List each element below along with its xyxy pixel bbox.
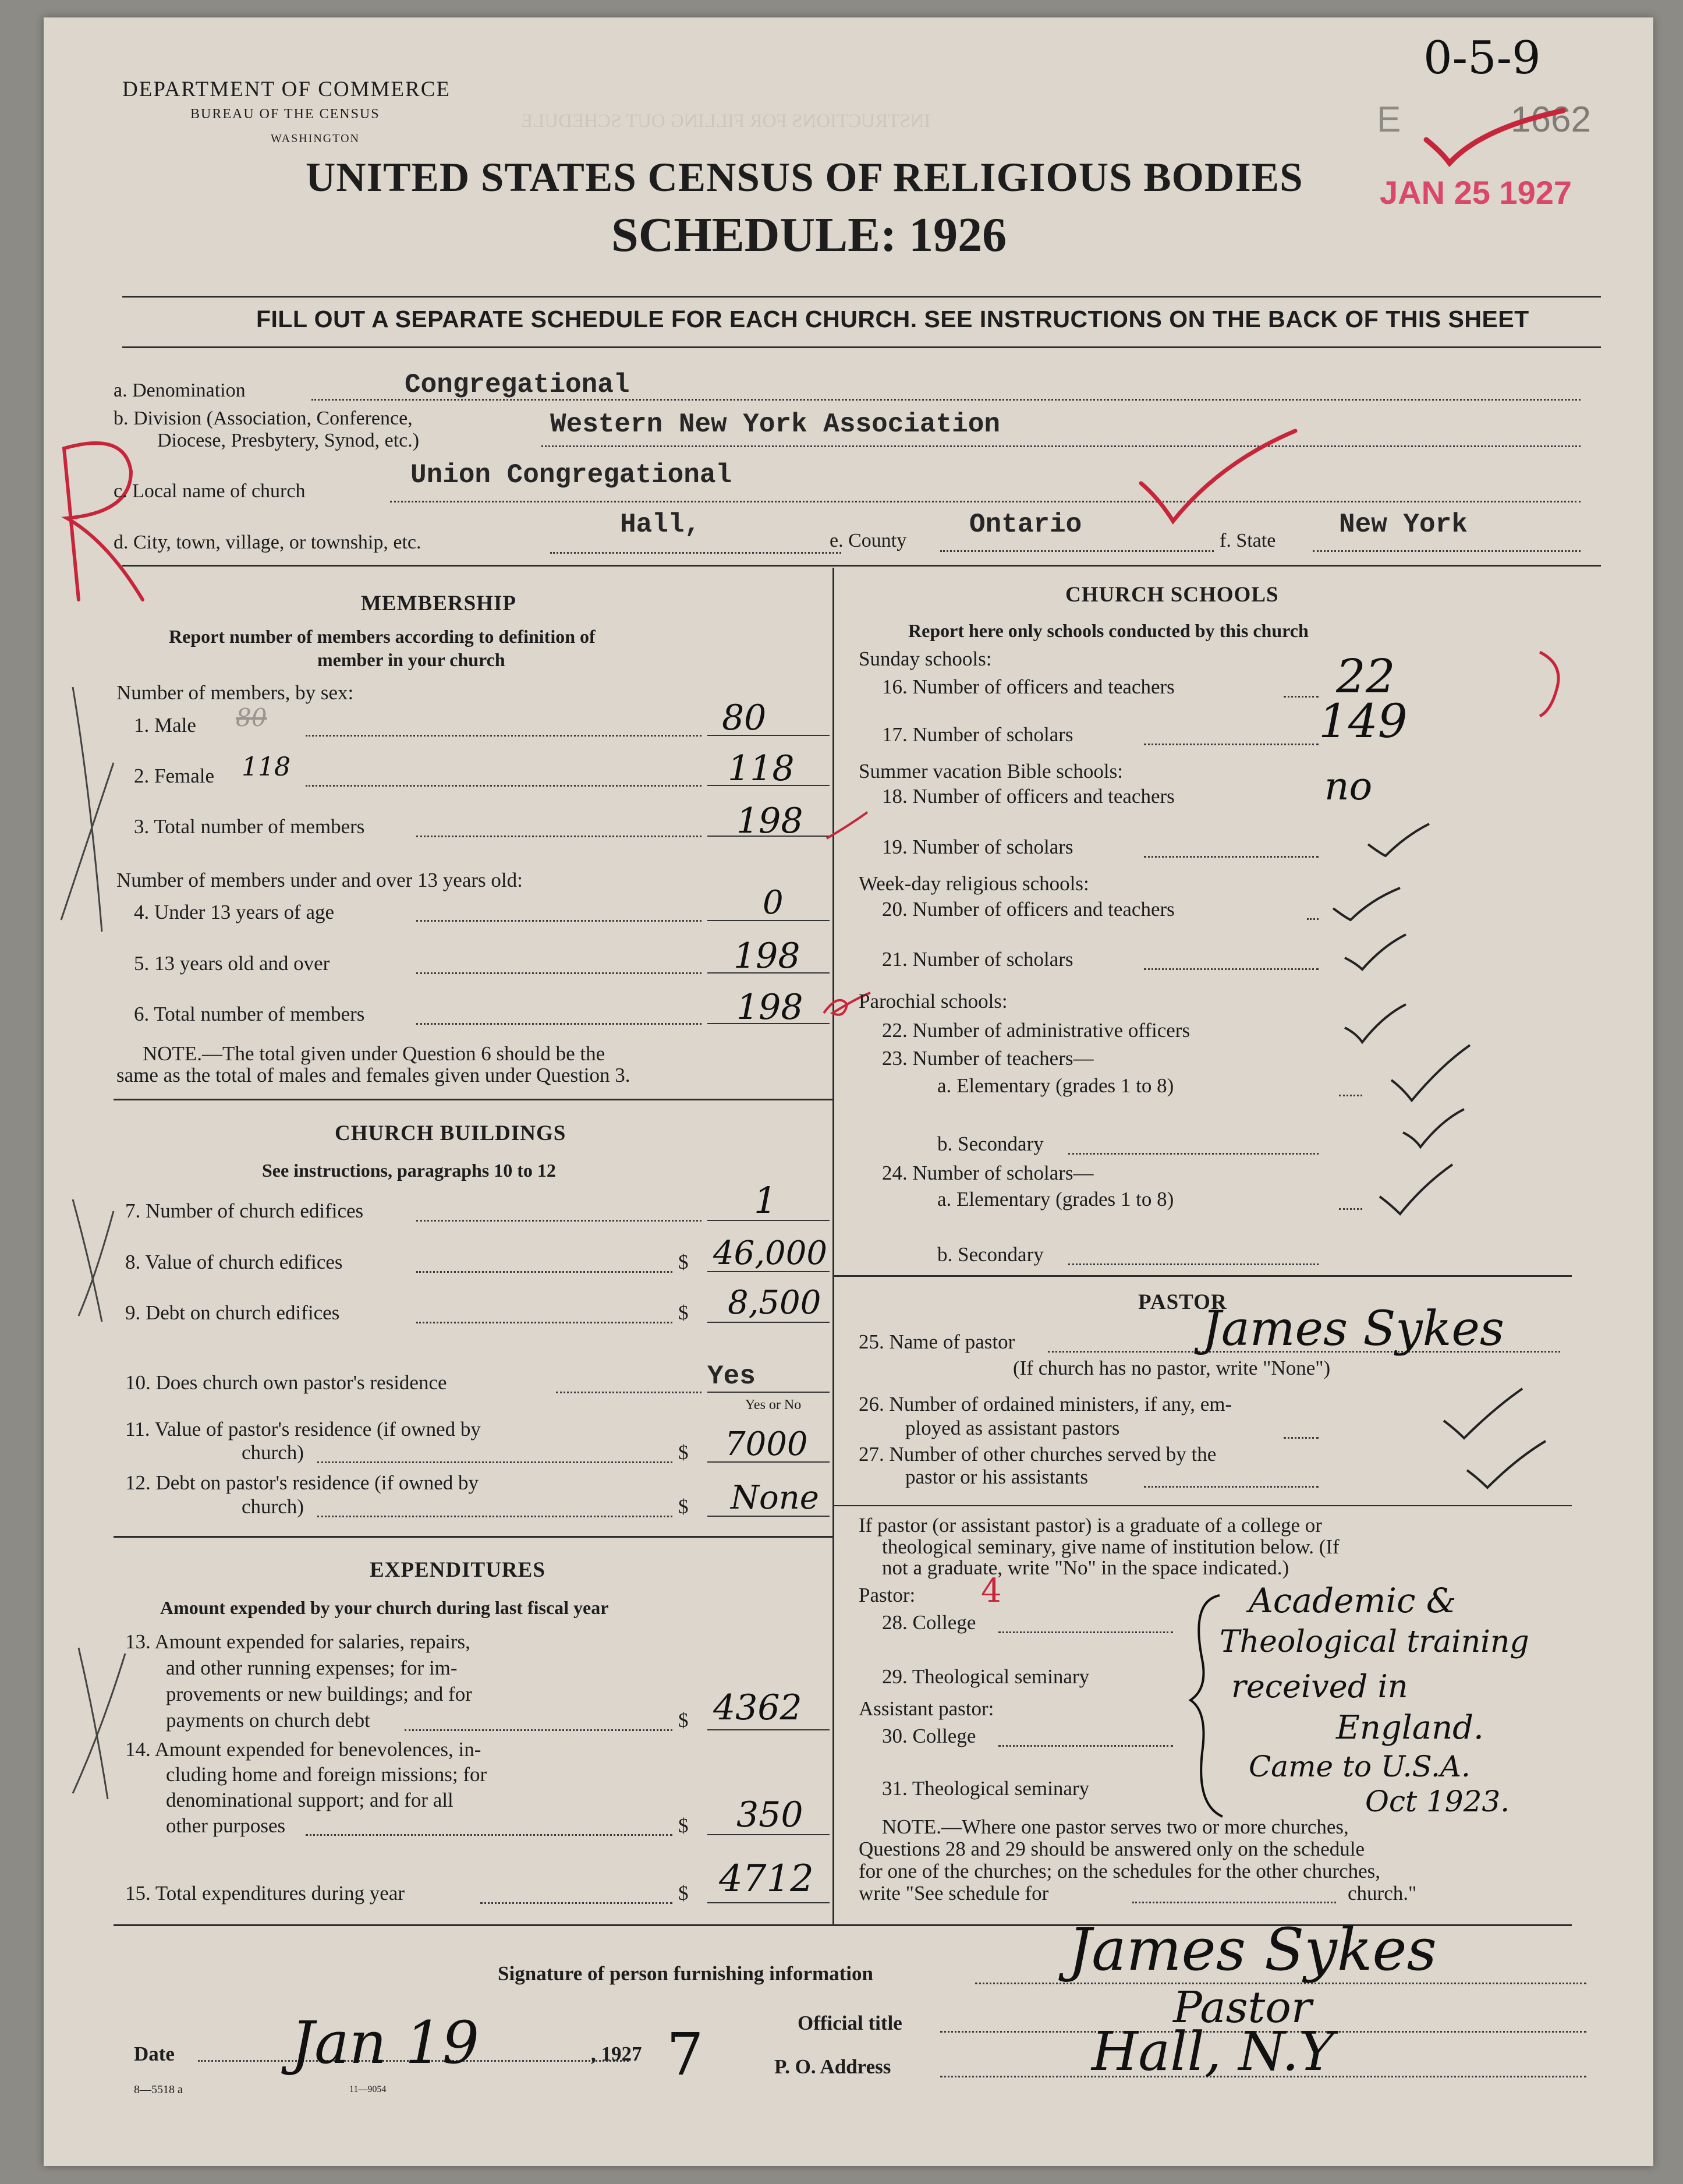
red-tick-icon	[824, 809, 870, 844]
edifices-value-answer-line	[707, 1271, 830, 1272]
pencil-checkmark-icon	[1400, 1106, 1470, 1153]
division-label-cont: Diocese, Presbytery, Synod, etc.)	[157, 430, 420, 451]
pastor-mid-rule	[832, 1505, 1572, 1506]
residence-debt-value: None	[731, 1479, 819, 1517]
parochial-scholars-elementary-label: a. Elementary (grades 1 to 8)	[937, 1188, 1174, 1210]
red-bracket-mark-icon	[1534, 646, 1569, 722]
serial-number: 1662	[1511, 100, 1591, 140]
total-expenditures-line	[480, 1902, 672, 1904]
form-number: 8—5518 a	[134, 2083, 183, 2096]
male-line	[306, 735, 701, 737]
male-value: 80	[722, 698, 767, 738]
total-members-age-answer-line	[707, 1023, 830, 1024]
edifices-debt-dollar: $	[678, 1301, 689, 1324]
total-expenditures-label: 15. Total expenditures during year	[125, 1882, 405, 1905]
red-four-mark: 4	[981, 1572, 1002, 1610]
pastor-heading: PASTOR	[1138, 1290, 1227, 1314]
summer-teachers-label: 18. Number of officers and teachers	[882, 785, 1175, 808]
under-13-value: 0	[763, 884, 784, 922]
members-by-sex-label: Number of members, by sex:	[116, 681, 354, 704]
assistant-seminary-label: 31. Theological seminary	[882, 1777, 1090, 1800]
received-date-stamp: JAN 25 1927	[1380, 174, 1572, 211]
male-answer-line	[707, 735, 830, 736]
show-through-text: INSTRUCTIONS FOR FILLING OUT SCHEDULE	[521, 111, 931, 132]
summer-schools-label: Summer vacation Bible schools:	[859, 760, 1123, 783]
owns-residence-value: Yes	[707, 1361, 756, 1392]
benevolences-dollar: $	[678, 1814, 689, 1837]
identity-rule	[122, 565, 1601, 567]
expenditures-heading: EXPENDITURES	[370, 1558, 545, 1582]
date-label: Date	[134, 2043, 175, 2065]
edifices-count-answer-line	[707, 1220, 830, 1221]
center-divider	[832, 568, 834, 1924]
census-schedule-sheet	[44, 17, 1653, 2166]
assistant-college-line	[998, 1745, 1173, 1747]
po-address-value: Hall, N.Y	[1092, 2020, 1335, 2083]
residence-debt-dollar: $	[678, 1495, 689, 1518]
edifices-value-label: 8. Value of church edifices	[125, 1251, 343, 1273]
weekday-scholars-line	[1144, 968, 1319, 970]
male-label: 1. Male	[134, 714, 196, 737]
official-title-value: Pastor	[1173, 1983, 1312, 2033]
education-note-line-5: Came to U.S.A.	[1249, 1750, 1471, 1783]
parochial-scholars-elementary-line	[1339, 1208, 1362, 1210]
county-label: e. County	[830, 530, 907, 551]
edifices-debt-value: 8,500	[728, 1284, 821, 1322]
pastor-note: NOTE.—Where one pastor serves two or more churches,	[882, 1815, 1349, 1838]
female-prefill: 118	[242, 752, 290, 782]
summer-scholars-line	[1144, 856, 1319, 858]
female-label: 2. Female	[134, 764, 215, 787]
residence-debt-line	[317, 1516, 672, 1517]
sunday-schools-label: Sunday schools:	[859, 647, 992, 670]
date-year: , 1927	[591, 2043, 642, 2065]
female-line	[306, 785, 701, 787]
division-value: Western New York Association	[550, 409, 1000, 440]
edifices-count-value: 1	[754, 1179, 777, 1222]
date-value: Jan 19	[291, 2009, 480, 2077]
red-checkmark-icon	[1423, 105, 1569, 169]
sunday-scholars-label: 17. Number of scholars	[882, 723, 1073, 746]
sunday-teachers-value: 22	[1336, 649, 1395, 703]
total-members-age-line	[416, 1023, 701, 1025]
edifices-debt-answer-line	[707, 1322, 830, 1323]
graduate-instruction-2: theological seminary, give name of institution below. (If	[882, 1535, 1340, 1558]
pencil-checkmark-icon	[1330, 885, 1406, 926]
pastor-name-value: James Sykes	[1202, 1301, 1504, 1357]
signature-value: James Sykes	[1068, 1916, 1437, 1984]
parochial-officers-label: 22. Number of administrative officers	[882, 1019, 1190, 1042]
total-expenditures-dollar: $	[678, 1882, 689, 1905]
church-name-label: c. Local name of church	[114, 480, 306, 502]
over-13-line	[416, 972, 701, 974]
education-note-line-2: Theological training	[1220, 1624, 1529, 1659]
serial-prefix: E	[1377, 100, 1401, 140]
buildings-subheading: See instructions, paragraphs 10 to 12	[262, 1160, 556, 1181]
city-value: Hall,	[620, 509, 701, 540]
running-expenses-label-2: and other running expenses; for im-	[166, 1656, 458, 1679]
pencil-x-mark-icon	[55, 1642, 137, 1805]
pastor-note-4: write "See schedule for	[859, 1882, 1049, 1905]
church-name-line	[390, 501, 1581, 502]
benevolences-label-4: other purposes	[166, 1814, 286, 1837]
sunday-teachers-label: 16. Number of officers and teachers	[882, 675, 1175, 698]
state-label: f. State	[1220, 530, 1276, 551]
summer-scholars-label: 19. Number of scholars	[882, 836, 1073, 858]
weekday-scholars-label: 21. Number of scholars	[882, 948, 1073, 971]
edifices-count-line	[416, 1220, 701, 1222]
edifices-debt-label: 9. Debt on church edifices	[125, 1301, 340, 1324]
parochial-schools-label: Parochial schools:	[859, 990, 1008, 1013]
pastor-note-3: for one of the churches; on the schedules for the other churches,	[859, 1860, 1381, 1882]
county-value: Ontario	[969, 509, 1082, 540]
county-line	[940, 550, 1214, 552]
residence-debt-label-cont: church)	[242, 1495, 304, 1518]
residence-value-dollar: $	[678, 1441, 689, 1464]
parochial-teachers-label: 23. Number of teachers—	[882, 1047, 1094, 1070]
parochial-teachers-secondary-line	[1068, 1153, 1319, 1155]
instruction-banner: FILL OUT A SEPARATE SCHEDULE FOR EACH CHURCH. SEE INSTRUCTIONS ON THE BACK OF THIS SHEET	[256, 306, 1529, 332]
education-note-line-3: received in	[1231, 1668, 1408, 1705]
schedule-title: SCHEDULE: 1926	[611, 208, 1007, 262]
church-name-value: Union Congregational	[410, 460, 732, 490]
pastor-college-label: 28. College	[882, 1611, 976, 1634]
city-line	[550, 552, 841, 554]
see-schedule-line	[1132, 1902, 1336, 1903]
running-expenses-line	[405, 1729, 672, 1731]
total-members-age-value: 198	[736, 987, 803, 1028]
running-expenses-label-3: provements or new buildings; and for	[166, 1683, 472, 1705]
running-expenses-dollar: $	[678, 1709, 689, 1732]
weekday-teachers-line	[1307, 918, 1319, 920]
benevolences-line	[306, 1834, 672, 1836]
owns-residence-hint: Yes or No	[745, 1397, 802, 1413]
over-13-label: 5. 13 years old and over	[134, 952, 330, 975]
benevolences-label-2: cluding home and foreign missions; for	[166, 1763, 487, 1786]
schools-subheading: Report here only schools conducted by this church	[908, 620, 1309, 641]
pencil-checkmark-icon	[1342, 932, 1412, 975]
edifices-debt-line	[416, 1322, 672, 1323]
signature-label: Signature of person furnishing information	[498, 1962, 873, 1985]
pastor-seminary-label: 29. Theological seminary	[882, 1665, 1090, 1688]
other-churches-line	[1144, 1486, 1319, 1488]
pencil-checkmark-icon	[1388, 1042, 1476, 1106]
male-prefill: 80	[236, 703, 267, 732]
schools-bottom-rule	[832, 1275, 1572, 1277]
date-year-handwritten: 7	[667, 2020, 704, 2089]
assistant-education-label: Assistant pastor:	[859, 1697, 994, 1720]
membership-note: NOTE.—The total given under Question 6 should be the	[143, 1042, 605, 1065]
pencil-checkmark-icon	[1377, 1162, 1458, 1220]
denomination-value: Congregational	[405, 370, 630, 400]
edifices-count-label: 7. Number of church edifices	[125, 1199, 364, 1222]
total-expenditures-value: 4712	[719, 1857, 814, 1900]
education-note-line-4: England.	[1336, 1709, 1484, 1747]
residence-value-line	[317, 1461, 672, 1463]
pastor-college-line	[998, 1631, 1173, 1633]
sunday-scholars-value: 149	[1319, 694, 1408, 748]
pencil-checkmark-icon	[1464, 1438, 1551, 1491]
pastor-note-4-end: church."	[1348, 1882, 1417, 1905]
city-label: d. City, town, village, or township, etc.	[114, 532, 421, 553]
division-line	[541, 445, 1581, 447]
owns-residence-line	[556, 1392, 701, 1393]
pastor-education-label: Pastor:	[859, 1584, 916, 1606]
pencil-x-mark-icon	[49, 675, 125, 937]
benevolences-label: 14. Amount expended for benevolences, in-	[125, 1738, 481, 1761]
female-answer-line	[707, 785, 830, 786]
membership-note-cont: same as the total of males and females given under Question 3.	[116, 1064, 630, 1086]
residence-debt-label: 12. Debt on pastor's residence (if owned by	[125, 1471, 479, 1494]
parochial-teachers-elementary-line	[1339, 1095, 1362, 1096]
residence-value-answer-line	[707, 1461, 830, 1463]
parochial-teachers-elementary-label: a. Elementary (grades 1 to 8)	[937, 1074, 1174, 1097]
benevolences-answer-line	[707, 1834, 830, 1835]
running-expenses-label-4: payments on church debt	[166, 1709, 370, 1732]
pastor-name-label: 25. Name of pastor	[859, 1330, 1015, 1353]
under-13-label: 4. Under 13 years of age	[134, 901, 335, 923]
assistant-ministers-label-cont: ployed as assistant pastors	[905, 1417, 1120, 1439]
membership-heading: MEMBERSHIP	[361, 592, 516, 615]
total-members-age-label: 6. Total number of members	[134, 1003, 365, 1025]
total-members-label: 3. Total number of members	[134, 815, 365, 838]
sunday-teachers-line	[1284, 696, 1319, 698]
bureau-name: BUREAU OF THE CENSUS	[190, 107, 380, 122]
members-by-age-label: Number of members under and over 13 years old:	[116, 869, 523, 891]
over-13-answer-line	[707, 972, 830, 974]
assistant-college-label: 30. College	[882, 1725, 976, 1747]
buildings-heading: CHURCH BUILDINGS	[335, 1121, 566, 1145]
file-number: 0-5-9	[1423, 32, 1541, 84]
top-rule	[122, 296, 1601, 298]
residence-debt-answer-line	[707, 1516, 830, 1517]
graduate-instruction: If pastor (or assistant pastor) is a graduate of a college or	[859, 1514, 1322, 1537]
graduate-instruction-3: not a graduate, write "No" in the space indicated.)	[882, 1556, 1289, 1579]
pencil-checkmark-icon	[1342, 1001, 1412, 1048]
parochial-scholars-secondary-line	[1068, 1263, 1319, 1265]
total-members-line	[416, 836, 701, 837]
pencil-x-mark-icon	[55, 1194, 131, 1328]
residence-value-label-cont: church)	[242, 1441, 304, 1464]
official-title-label: Official title	[798, 2012, 902, 2034]
form-title: UNITED STATES CENSUS OF RELIGIOUS BODIES	[306, 155, 1303, 200]
benevolences-value: 350	[736, 1794, 803, 1835]
instruction-rule	[122, 346, 1601, 348]
pencil-checkmark-icon	[1365, 821, 1435, 862]
under-13-line	[416, 920, 701, 922]
female-value: 118	[728, 748, 795, 789]
education-note-line-6: Oct 1923.	[1365, 1785, 1510, 1818]
assistant-ministers-line	[1284, 1437, 1319, 1439]
state-line	[1313, 550, 1581, 552]
parochial-scholars-label: 24. Number of scholars—	[882, 1162, 1094, 1184]
owns-residence-answer-line	[707, 1392, 830, 1393]
red-r-mark-icon	[44, 425, 160, 611]
residence-value-label: 11. Value of pastor's residence (if owned by	[125, 1418, 481, 1440]
membership-intro: Report number of members according to definition of	[169, 626, 596, 647]
parochial-teachers-secondary-label: b. Secondary	[937, 1132, 1044, 1155]
sunday-scholars-line	[1144, 744, 1319, 745]
state-value: New York	[1339, 509, 1468, 540]
edifices-value-line	[416, 1271, 672, 1273]
membership-intro-cont: member in your church	[317, 649, 505, 670]
running-expenses-value: 4362	[713, 1687, 802, 1728]
over-13-value: 198	[734, 936, 800, 976]
education-note-line-1: Academic &	[1249, 1581, 1457, 1620]
schools-heading: CHURCH SCHOOLS	[1065, 583, 1279, 607]
running-expenses-label: 13. Amount expended for salaries, repairs,	[125, 1630, 470, 1653]
pencil-checkmark-icon	[1441, 1386, 1528, 1444]
po-address-label: P. O. Address	[774, 2055, 891, 2078]
pastor-name-hint: (If church has no pastor, write "None")	[1013, 1357, 1331, 1379]
red-checkmark-icon	[1138, 428, 1301, 527]
expenditures-subheading: Amount expended by your church during last fiscal year	[160, 1597, 609, 1618]
total-members-answer-line	[707, 836, 830, 837]
other-churches-label-cont: pastor or his assistants	[905, 1466, 1089, 1488]
print-number: 11—9054	[349, 2084, 387, 2094]
owns-residence-label: 10. Does church own pastor's residence	[125, 1371, 447, 1394]
department-name: DEPARTMENT OF COMMERCE	[122, 77, 451, 101]
under-13-answer-line	[707, 920, 830, 921]
edifices-value-dollar: $	[678, 1251, 689, 1273]
denomination-label: a. Denomination	[114, 380, 246, 401]
denomination-line	[311, 399, 1581, 401]
weekday-teachers-label: 20. Number of officers and teachers	[882, 898, 1175, 921]
division-label: b. Division (Association, Conference,	[114, 408, 413, 429]
buildings-bottom-rule	[114, 1536, 832, 1538]
assistant-ministers-label: 26. Number of ordained ministers, if any, em-	[859, 1393, 1232, 1415]
edifices-value-value: 46,000	[713, 1234, 827, 1272]
summer-teachers-value: no	[1324, 764, 1373, 809]
membership-bottom-rule	[114, 1099, 832, 1100]
pastor-note-2: Questions 28 and 29 should be answered only on the schedule	[859, 1838, 1365, 1860]
other-churches-label: 27. Number of other churches served by the	[859, 1443, 1217, 1466]
total-members-value: 198	[736, 801, 803, 841]
weekday-schools-label: Week-day religious schools:	[859, 872, 1089, 895]
running-expenses-answer-line	[707, 1729, 830, 1730]
residence-value-value: 7000	[725, 1425, 808, 1463]
bureau-city: WASHINGTON	[271, 132, 360, 145]
total-expenditures-answer-line	[707, 1902, 830, 1903]
parochial-scholars-secondary-label: b. Secondary	[937, 1243, 1044, 1266]
benevolences-label-3: denominational support; and for all	[166, 1789, 453, 1811]
